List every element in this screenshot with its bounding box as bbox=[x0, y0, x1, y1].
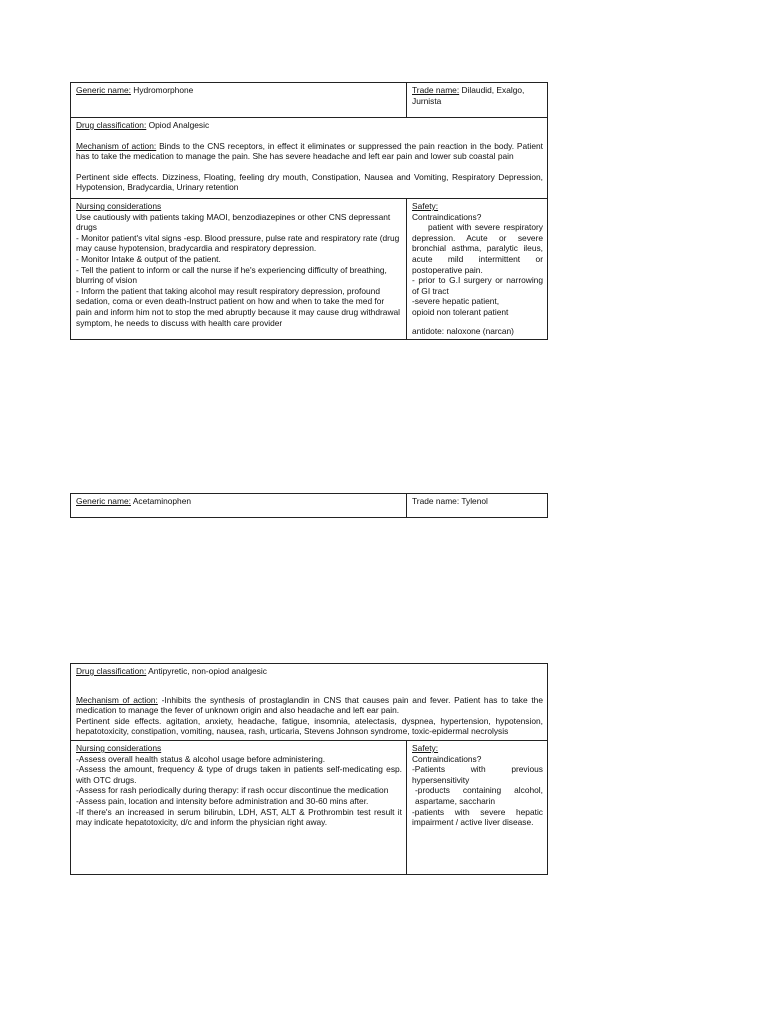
nursing-line: - Tell the patient to inform or call the nurse if he's experiencing difficulty of breathing, blurring of vision bbox=[76, 264, 387, 286]
trade-name-label: Trade name: bbox=[412, 496, 460, 506]
safety-cell bbox=[407, 740, 548, 874]
contraindications-label: Contraindications? bbox=[412, 211, 482, 222]
contraindication-item: - prior to G.I surgery or narrowing of GI tract bbox=[412, 275, 543, 296]
trade-name-cell bbox=[407, 83, 548, 118]
contraindication-item: -severe hepatic patient, bbox=[412, 296, 500, 307]
safety-cell bbox=[407, 198, 548, 339]
contraindication-item: opioid non tolerant patient bbox=[412, 306, 509, 317]
contraindication-item: patient with severe respiratory depression. Acute or severe bronchial asthma, paralytic ileus, acute mild intermittent or postoperative pain. bbox=[412, 222, 543, 275]
trade-name-value: Tylenol bbox=[461, 496, 488, 506]
nursing-line: - Monitor Intake & output of the patient. bbox=[76, 253, 221, 264]
nursing-line: -Assess the amount, frequency & type of drugs taken in patients self-medicating esp. with OTC drugs. bbox=[76, 764, 402, 785]
classification-label: Drug classification: bbox=[76, 666, 147, 676]
safety-label: Safety: bbox=[412, 200, 439, 211]
classification-cell bbox=[71, 118, 548, 199]
trade-name-cell bbox=[407, 494, 548, 518]
classification-cell bbox=[71, 664, 548, 741]
side-effects: Pertinent side effects. agitation, anxiety, headache, fatigue, insomnia, atelectasis, dyspnea, hypertension, hypotension, hepatotoxicity, constipation, vomiting, nausea, rash, urticaria, Stevens Johnson syndrome, toxic-epidermal necrolysis bbox=[76, 715, 543, 737]
nursing-line: - Monitor patient's vital signs -esp. Blood pressure, pulse rate and respiratory rate (drug may cause hypotension, bradycardia and respiratory depression. bbox=[76, 232, 400, 254]
generic-name-value: Hydromorphone bbox=[133, 85, 194, 95]
trade-name-label: Trade name: bbox=[412, 85, 460, 95]
nursing-cell bbox=[71, 740, 407, 874]
mechanism-label: Mechanism of action: bbox=[76, 140, 157, 151]
drug-card-acetaminophen-details bbox=[70, 663, 548, 875]
drug-card-hydromorphone bbox=[70, 82, 548, 340]
generic-name-label: Generic name: bbox=[76, 496, 131, 506]
mechanism-label: Mechanism of action: bbox=[76, 694, 158, 705]
nursing-line: -If there's an increased in serum bilirubin, LDH, AST, ALT & Prothrombin test result it may indicate hepatotoxicity, d/c and inform the physician right away. bbox=[76, 806, 402, 828]
nursing-line: - Inform the patient that taking alcohol may result respiratory depression, profound sedation, coma or even death-Instruct patient on how and when to take the med for pain and inform him not to stop the med abruptly because it may cause drug withdrawal symptom, he needs to discuss with health care provider bbox=[76, 285, 401, 328]
nursing-line: -Assess overall health status & alcohol usage before administering. bbox=[76, 753, 326, 764]
classification-value: Opiod Analgesic bbox=[148, 120, 210, 130]
classification-label: Drug classification: bbox=[76, 120, 147, 130]
generic-name-label: Generic name: bbox=[76, 85, 131, 95]
nursing-label: Nursing considerations bbox=[76, 200, 162, 211]
contraindications-label: Contraindications? bbox=[412, 753, 482, 764]
contraindication-item: -products containing alcohol, aspartame, saccharin bbox=[415, 785, 543, 806]
nursing-line: -Assess pain, location and intensity before administration and 30-60 mins after. bbox=[76, 795, 369, 806]
generic-name-cell bbox=[71, 494, 407, 518]
generic-name-cell bbox=[71, 83, 407, 118]
nursing-line: Use cautiously with patients taking MAOI, benzodiazepines or other CNS depressant drugs bbox=[76, 211, 391, 233]
classification-value: Antipyretic, non-opiod analgesic bbox=[148, 666, 267, 676]
safety-label: Safety: bbox=[412, 742, 439, 753]
drug-card-acetaminophen-names bbox=[70, 493, 548, 518]
nursing-line: -Assess for rash periodically during therapy: if rash occur discontinue the medication bbox=[76, 785, 389, 796]
mechanism-value: Binds to the CNS receptors, in effect it eliminates or suppressed the pain reaction in the body. Patient has to take the medication to manage the pain. She has severe headache and left ear pain and lower sub coastal pain bbox=[76, 140, 543, 162]
antidote: antidote: naloxone (narcan) bbox=[412, 325, 514, 336]
mechanism-value: -Inhibits the synthesis of prostaglandin in CNS that causes pain and fever. Patient has to take the medication to manage the fever of unknown origin and also headache and left ear pain. bbox=[76, 694, 543, 716]
contraindication-item: -Patients with previous hypersensitivity bbox=[412, 764, 543, 785]
generic-name-value: Acetaminophen bbox=[132, 496, 192, 506]
contraindication-item: -patients with severe hepatic impairment / active liver disease. bbox=[412, 806, 543, 828]
nursing-label: Nursing considerations bbox=[76, 742, 162, 753]
side-effects: Pertinent side effects. Dizziness, Floating, feeling dry mouth, Constipation, Nausea and Vomiting, Respiratory Depression, Hypotension, Bradycardia, Urinary retention bbox=[76, 171, 543, 193]
nursing-cell bbox=[71, 198, 407, 339]
trade-name-value: Dilaudid, Exalgo, Jurnista bbox=[412, 85, 525, 106]
